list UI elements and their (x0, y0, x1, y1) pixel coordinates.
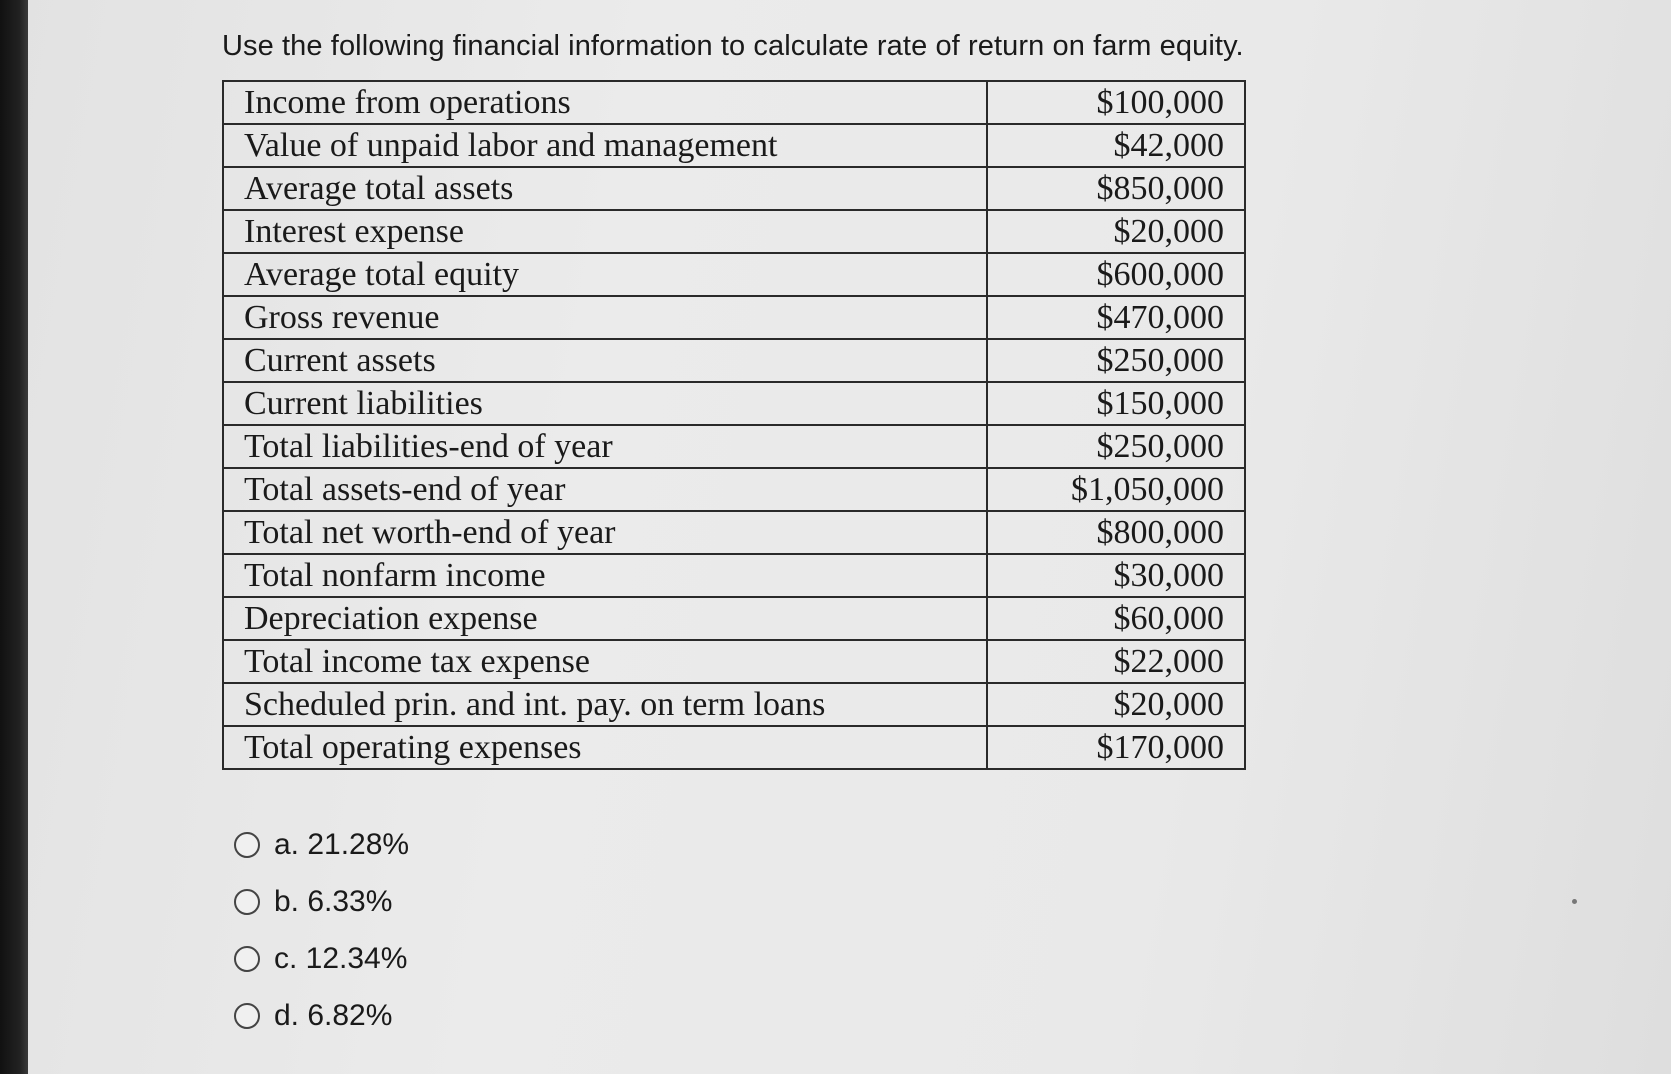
row-label: Current assets (223, 339, 987, 382)
row-value: $60,000 (987, 597, 1245, 640)
row-label: Value of unpaid labor and management (223, 124, 987, 167)
row-value: $100,000 (987, 81, 1245, 124)
row-value: $250,000 (987, 339, 1245, 382)
row-label: Average total assets (223, 167, 987, 210)
table-row (223, 683, 1245, 726)
table-row (223, 511, 1245, 554)
row-value: $800,000 (987, 511, 1245, 554)
option-label: c. 12.34% (274, 941, 408, 975)
option-c[interactable] (234, 930, 409, 987)
table-row (223, 554, 1245, 597)
table-row (223, 425, 1245, 468)
option-b[interactable] (234, 873, 409, 930)
row-label: Scheduled prin. and int. pay. on term loans (223, 683, 987, 726)
row-value: $170,000 (987, 726, 1245, 769)
row-label: Gross revenue (223, 296, 987, 339)
row-label: Interest expense (223, 210, 987, 253)
row-label: Current liabilities (223, 382, 987, 425)
screen-bezel (0, 0, 28, 1074)
row-value: $20,000 (987, 683, 1245, 726)
option-label: d. 6.82% (274, 998, 393, 1032)
row-value: $20,000 (987, 210, 1245, 253)
option-label: a. 21.28% (274, 827, 410, 861)
row-value: $30,000 (987, 554, 1245, 597)
row-label: Total net worth-end of year (223, 511, 987, 554)
table-row (223, 81, 1245, 124)
row-label: Income from operations (223, 81, 987, 124)
option-a[interactable] (234, 816, 409, 873)
row-value: $850,000 (987, 167, 1245, 210)
radio-icon[interactable] (234, 889, 260, 915)
row-value: $150,000 (987, 382, 1245, 425)
row-label: Total operating expenses (223, 726, 987, 769)
radio-icon[interactable] (234, 1003, 260, 1029)
row-value: $22,000 (987, 640, 1245, 683)
table-row (223, 382, 1245, 425)
radio-icon[interactable] (234, 832, 260, 858)
row-label: Depreciation expense (223, 597, 987, 640)
question-text: Use the following financial information to calculate rate of return on farm equity. (222, 30, 1244, 62)
table-row (223, 339, 1245, 382)
table-row (223, 210, 1245, 253)
table-row (223, 296, 1245, 339)
row-value: $600,000 (987, 253, 1245, 296)
row-value: $250,000 (987, 425, 1245, 468)
table-row (223, 124, 1245, 167)
financial-table (222, 80, 1246, 770)
row-value: $1,050,000 (987, 468, 1245, 511)
row-label: Total income tax expense (223, 640, 987, 683)
option-label: b. 6.33% (274, 884, 393, 918)
table-row (223, 726, 1245, 769)
row-value: $470,000 (987, 296, 1245, 339)
table-row (223, 167, 1245, 210)
table-row (223, 640, 1245, 683)
row-label: Total assets-end of year (223, 468, 987, 511)
screen-speck (1572, 899, 1577, 904)
row-label: Average total equity (223, 253, 987, 296)
row-label: Total nonfarm income (223, 554, 987, 597)
radio-icon[interactable] (234, 946, 260, 972)
table-row (223, 468, 1245, 511)
table-row (223, 597, 1245, 640)
answer-options (234, 816, 409, 1044)
row-label: Total liabilities-end of year (223, 425, 987, 468)
row-value: $42,000 (987, 124, 1245, 167)
option-d[interactable] (234, 987, 409, 1044)
table-row (223, 253, 1245, 296)
